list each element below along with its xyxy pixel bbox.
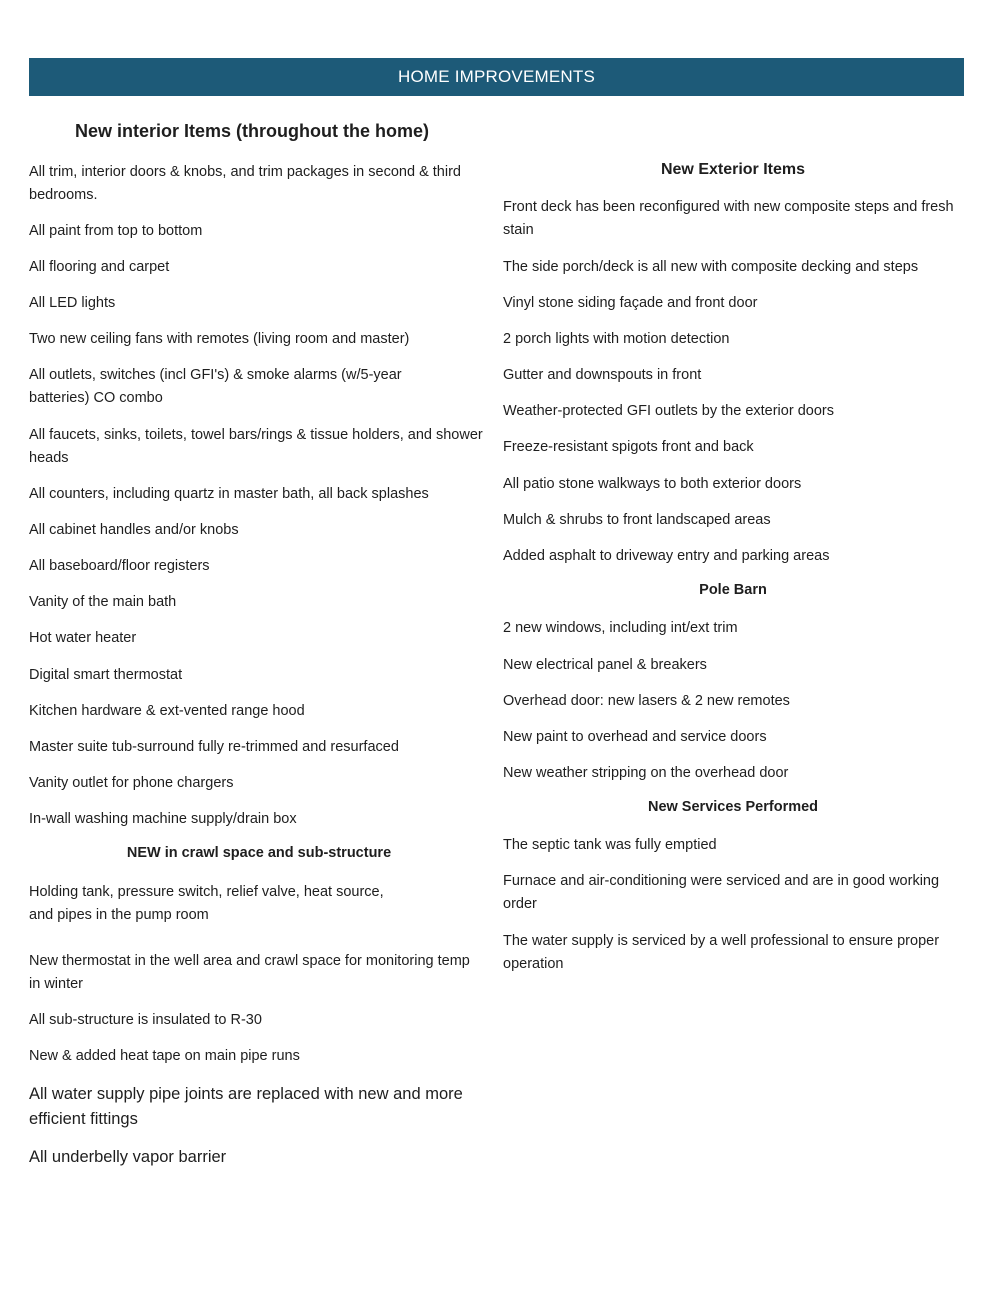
crawl-section-title: NEW in crawl space and sub-structure — [126, 845, 392, 861]
exterior-item: Added asphalt to driveway entry and parking areas — [503, 548, 830, 564]
crawl-item: New thermostat in the well area and crawl space for monitoring temp in winter — [29, 953, 470, 992]
interior-item: In-wall washing machine supply/drain box — [29, 811, 297, 827]
exterior-item: Vinyl stone siding façade and front door — [503, 295, 758, 311]
services-item: Furnace and air-conditioning were serviced and are in good working order — [503, 873, 940, 912]
interior-item: Kitchen hardware & ext-vented range hood — [29, 703, 305, 719]
pole-barn-item: New electrical panel & breakers — [503, 657, 707, 673]
exterior-item: Front deck has been reconfigured with new composite steps and fresh stain — [503, 199, 954, 238]
exterior-item: Mulch & shrubs to front landscaped areas — [503, 512, 771, 528]
crawl-item: All sub-structure is insulated to R-30 — [29, 1012, 262, 1028]
interior-item: All faucets, sinks, toilets, towel bars/rings & tissue holders, and shower heads — [29, 427, 483, 466]
crawl-item: All water supply pipe joints are replaced with new and more efficient fittings — [29, 1085, 463, 1128]
interior-item: Vanity of the main bath — [29, 594, 177, 610]
exterior-item: All patio stone walkways to both exterior doors — [503, 476, 802, 492]
interior-item: All baseboard/floor registers — [29, 558, 210, 574]
exterior-item: Freeze-resistant spigots front and back — [503, 439, 754, 455]
crawl-item: Holding tank, pressure switch, relief valve, heat source, — [29, 884, 384, 900]
page-banner: HOME IMPROVEMENTS — [29, 58, 964, 96]
interior-item: Vanity outlet for phone chargers — [29, 775, 234, 791]
interior-item: Two new ceiling fans with remotes (living room and master) — [29, 331, 410, 347]
interior-item: All counters, including quartz in master bath, all back splashes — [29, 486, 429, 502]
exterior-item: The side porch/deck is all new with composite decking and steps — [503, 259, 919, 275]
services-item: The water supply is serviced by a well professional to ensure proper operation — [503, 933, 940, 972]
interior-item: All trim, interior doors & knobs, and trim packages in second & third bedrooms. — [29, 164, 461, 203]
pole-barn-item: 2 new windows, including int/ext trim — [503, 620, 738, 636]
crawl-item: New & added heat tape on main pipe runs — [29, 1048, 300, 1064]
exterior-item: 2 porch lights with motion detection — [503, 331, 730, 347]
interior-item: Hot water heater — [29, 630, 137, 646]
services-item: The septic tank was fully emptied — [503, 837, 717, 853]
interior-item: All paint from top to bottom — [29, 223, 203, 239]
pole-barn-section-title: Pole Barn — [699, 582, 767, 598]
interior-item: All cabinet handles and/or knobs — [29, 522, 239, 538]
pole-barn-item: New paint to overhead and service doors — [503, 729, 767, 745]
interior-section-title: New interior Items (throughout the home) — [75, 121, 429, 141]
interior-item: Master suite tub-surround fully re-trimmed and resurfaced — [29, 739, 399, 755]
interior-item: All flooring and carpet — [29, 259, 170, 275]
pole-barn-item: Overhead door: new lasers & 2 new remotes — [503, 693, 790, 709]
crawl-item: and pipes in the pump room — [29, 907, 209, 923]
exterior-item: Weather-protected GFI outlets by the exterior doors — [503, 403, 834, 419]
exterior-item: Gutter and downspouts in front — [503, 367, 702, 383]
exterior-section-title: New Exterior Items — [660, 161, 806, 178]
interior-item: Digital smart thermostat — [29, 667, 183, 683]
services-section-title: New Services Performed — [647, 799, 819, 815]
interior-item: All LED lights — [29, 295, 116, 311]
pole-barn-item: New weather stripping on the overhead door — [503, 765, 789, 781]
crawl-item: All underbelly vapor barrier — [29, 1148, 227, 1166]
interior-item: All outlets, switches (incl GFI's) & smoke alarms (w/5-year batteries) CO combo — [29, 367, 402, 406]
